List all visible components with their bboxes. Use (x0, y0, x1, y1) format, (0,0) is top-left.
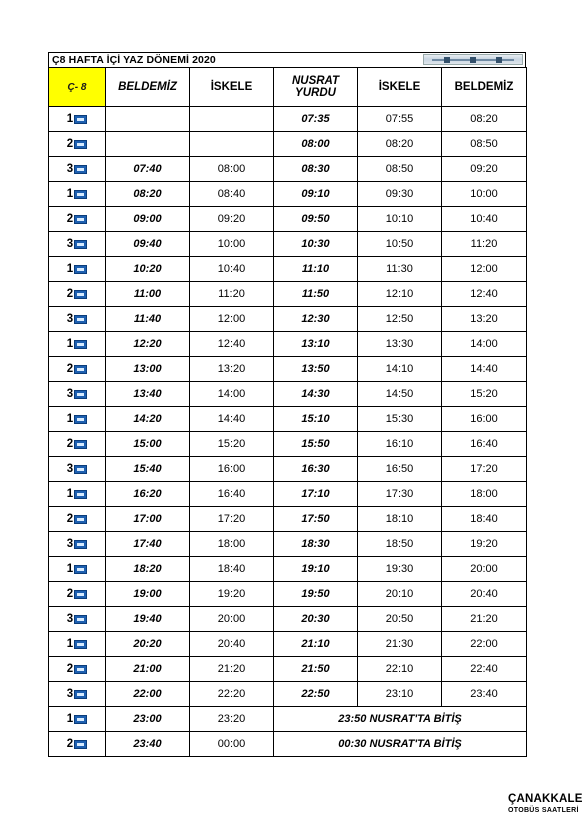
time-beldemiz-departure: 07:40 (106, 157, 190, 182)
bus-number-cell (49, 332, 106, 357)
time-nusrat-yurdu: 08:30 (274, 157, 358, 182)
table-row (49, 432, 527, 457)
time-iskele-2: 07:55 (358, 107, 442, 132)
bus-number-cell (49, 507, 106, 532)
time-nusrat-yurdu: 09:50 (274, 207, 358, 232)
table-row (49, 107, 527, 132)
header-bus-number: Ç- 8 (49, 68, 106, 107)
time-iskele-2: 14:10 (358, 357, 442, 382)
time-iskele-2: 21:30 (358, 632, 442, 657)
bus-number: 1 (66, 488, 74, 500)
time-iskele-1: 20:40 (190, 632, 274, 657)
bus-icon (74, 240, 87, 249)
time-nusrat-yurdu: 20:30 (274, 607, 358, 632)
bus-number: 2 (66, 213, 74, 225)
time-beldemiz-departure: 19:00 (106, 582, 190, 607)
time-beldemiz-arrival: 17:20 (442, 457, 527, 482)
bus-icon (74, 715, 87, 724)
time-beldemiz-departure: 18:20 (106, 557, 190, 582)
time-iskele-2: 14:50 (358, 382, 442, 407)
time-iskele-1: 10:40 (190, 257, 274, 282)
bus-number-cell (49, 632, 106, 657)
bus-number-cell (49, 307, 106, 332)
bus-number-cell (49, 657, 106, 682)
bus-number: 3 (66, 463, 74, 475)
bus-number: 3 (66, 538, 74, 550)
table-row (49, 682, 527, 707)
bus-number: 3 (66, 163, 74, 175)
time-iskele-1: 10:00 (190, 232, 274, 257)
time-beldemiz-departure: 17:00 (106, 507, 190, 532)
time-iskele-2: 18:50 (358, 532, 442, 557)
bus-icon (74, 440, 87, 449)
bus-number-cell (49, 557, 106, 582)
time-iskele-2: 10:10 (358, 207, 442, 232)
bus-number: 1 (66, 713, 74, 725)
time-beldemiz-arrival: 22:40 (442, 657, 527, 682)
time-iskele-1: 19:20 (190, 582, 274, 607)
bus-number: 1 (66, 638, 74, 650)
bus-number: 2 (66, 663, 74, 675)
time-beldemiz-departure: 08:20 (106, 182, 190, 207)
time-iskele-1: 12:00 (190, 307, 274, 332)
time-iskele-1: 11:20 (190, 282, 274, 307)
time-iskele-1: 22:20 (190, 682, 274, 707)
header-row (49, 68, 527, 107)
bus-icon (74, 515, 87, 524)
bus-icon (74, 565, 87, 574)
time-nusrat-yurdu: 15:50 (274, 432, 358, 457)
time-iskele-1: 08:00 (190, 157, 274, 182)
bus-number-cell (49, 132, 106, 157)
bus-icon (74, 615, 87, 624)
time-nusrat-yurdu: 07:35 (274, 107, 358, 132)
time-iskele-2: 23:10 (358, 682, 442, 707)
time-beldemiz-arrival: 08:50 (442, 132, 527, 157)
time-nusrat-yurdu: 18:30 (274, 532, 358, 557)
time-nusrat-yurdu: 09:10 (274, 182, 358, 207)
header-beldemiz-departure: BELDEMİZ (106, 68, 190, 107)
time-beldemiz-arrival: 20:00 (442, 557, 527, 582)
bus-number: 1 (66, 338, 74, 350)
time-iskele-2: 12:50 (358, 307, 442, 332)
bus-number: 2 (66, 138, 74, 150)
bus-icon (74, 215, 87, 224)
time-beldemiz-departure: 19:40 (106, 607, 190, 632)
time-nusrat-yurdu: 10:30 (274, 232, 358, 257)
time-nusrat-yurdu: 12:30 (274, 307, 358, 332)
time-iskele-1: 13:20 (190, 357, 274, 382)
time-iskele-1: 18:00 (190, 532, 274, 557)
time-beldemiz-arrival: 23:40 (442, 682, 527, 707)
bus-number-cell (49, 432, 106, 457)
table-row (49, 232, 527, 257)
bus-number-cell (49, 182, 106, 207)
header-iskele-1: İSKELE (190, 68, 274, 107)
time-beldemiz-arrival: 15:20 (442, 382, 527, 407)
time-beldemiz-arrival: 18:40 (442, 507, 527, 532)
time-beldemiz-departure: 09:40 (106, 232, 190, 257)
bus-number: 1 (66, 113, 74, 125)
table-row (49, 557, 527, 582)
time-iskele-1: 00:00 (190, 732, 274, 757)
time-beldemiz-arrival: 08:20 (442, 107, 527, 132)
bus-number: 3 (66, 313, 74, 325)
time-beldemiz-departure: 15:00 (106, 432, 190, 457)
table-row (49, 132, 527, 157)
table-row (49, 732, 527, 757)
table-row (49, 607, 527, 632)
time-beldemiz-arrival: 13:20 (442, 307, 527, 332)
bus-photo-icon (423, 54, 523, 65)
time-iskele-1: 14:40 (190, 407, 274, 432)
time-iskele-1 (190, 107, 274, 132)
time-iskele-1: 16:00 (190, 457, 274, 482)
time-iskele-1: 20:00 (190, 607, 274, 632)
bus-icon (74, 590, 87, 599)
bus-number: 1 (66, 188, 74, 200)
time-nusrat-yurdu: 21:10 (274, 632, 358, 657)
time-beldemiz-arrival: 10:00 (442, 182, 527, 207)
time-beldemiz-departure: 17:40 (106, 532, 190, 557)
time-iskele-2: 15:30 (358, 407, 442, 432)
bus-number-cell (49, 732, 106, 757)
time-iskele-1: 21:20 (190, 657, 274, 682)
time-iskele-2: 08:20 (358, 132, 442, 157)
bus-number-cell (49, 682, 106, 707)
table-row (49, 207, 527, 232)
bus-number: 3 (66, 688, 74, 700)
bus-number: 3 (66, 238, 74, 250)
bus-number-cell (49, 607, 106, 632)
bus-icon (74, 140, 87, 149)
time-iskele-2: 08:50 (358, 157, 442, 182)
title-bar (48, 52, 526, 67)
time-beldemiz-arrival: 11:20 (442, 232, 527, 257)
time-beldemiz-arrival: 10:40 (442, 207, 527, 232)
time-beldemiz-departure: 13:00 (106, 357, 190, 382)
time-iskele-1: 08:40 (190, 182, 274, 207)
bus-number: 2 (66, 588, 74, 600)
brand-line-2: OTOBÜS SAATLERİ (508, 807, 579, 814)
bus-number: 1 (66, 563, 74, 575)
time-beldemiz-arrival: 22:00 (442, 632, 527, 657)
time-nusrat-yurdu: 21:50 (274, 657, 358, 682)
bus-number: 3 (66, 388, 74, 400)
bus-icon (74, 190, 87, 199)
time-beldemiz-arrival: 12:40 (442, 282, 527, 307)
time-beldemiz-departure (106, 107, 190, 132)
timetable-sheet (48, 52, 526, 757)
time-beldemiz-departure: 09:00 (106, 207, 190, 232)
time-iskele-2: 19:30 (358, 557, 442, 582)
time-iskele-2: 22:10 (358, 657, 442, 682)
time-beldemiz-departure: 10:20 (106, 257, 190, 282)
bus-number-cell (49, 282, 106, 307)
time-beldemiz-arrival: 14:40 (442, 357, 527, 382)
time-beldemiz-arrival: 19:20 (442, 532, 527, 557)
bus-icon (74, 340, 87, 349)
time-iskele-1: 15:20 (190, 432, 274, 457)
time-beldemiz-departure: 12:20 (106, 332, 190, 357)
bus-number: 2 (66, 738, 74, 750)
bus-number-cell (49, 382, 106, 407)
time-beldemiz-departure: 23:00 (106, 707, 190, 732)
time-nusrat-yurdu: 13:50 (274, 357, 358, 382)
bus-number: 2 (66, 363, 74, 375)
table-row (49, 382, 527, 407)
time-beldemiz-arrival: 12:00 (442, 257, 527, 282)
timetable-title: Ç8 HAFTA İÇİ YAZ DÖNEMİ 2020 (52, 54, 216, 66)
bus-number-cell (49, 157, 106, 182)
time-iskele-1: 17:20 (190, 507, 274, 532)
bus-number: 1 (66, 413, 74, 425)
time-beldemiz-departure: 16:20 (106, 482, 190, 507)
time-beldemiz-departure: 23:40 (106, 732, 190, 757)
time-nusrat-yurdu: 15:10 (274, 407, 358, 432)
time-nusrat-yurdu: 22:50 (274, 682, 358, 707)
bus-icon (74, 315, 87, 324)
bus-number-cell (49, 482, 106, 507)
table-row (49, 632, 527, 657)
end-of-service-note: 23:50 NUSRAT'TA BİTİŞ (274, 707, 527, 732)
table-row (49, 307, 527, 332)
time-beldemiz-arrival: 18:00 (442, 482, 527, 507)
table-row (49, 532, 527, 557)
time-beldemiz-arrival: 14:00 (442, 332, 527, 357)
time-nusrat-yurdu: 11:10 (274, 257, 358, 282)
bus-icon (74, 165, 87, 174)
table-row (49, 407, 527, 432)
time-beldemiz-arrival: 21:20 (442, 607, 527, 632)
time-nusrat-yurdu: 16:30 (274, 457, 358, 482)
time-beldemiz-departure: 20:20 (106, 632, 190, 657)
table-row (49, 282, 527, 307)
time-nusrat-yurdu: 11:50 (274, 282, 358, 307)
time-nusrat-yurdu: 19:10 (274, 557, 358, 582)
table-row (49, 357, 527, 382)
time-iskele-2: 16:10 (358, 432, 442, 457)
bus-icon (74, 640, 87, 649)
table-row (49, 657, 527, 682)
bus-number-cell (49, 407, 106, 432)
time-iskele-2: 16:50 (358, 457, 442, 482)
bus-number: 2 (66, 513, 74, 525)
bus-icon (74, 665, 87, 674)
time-iskele-2: 18:10 (358, 507, 442, 532)
bus-number-cell (49, 357, 106, 382)
time-iskele-1 (190, 132, 274, 157)
table-row (49, 182, 527, 207)
time-beldemiz-departure (106, 132, 190, 157)
time-nusrat-yurdu: 19:50 (274, 582, 358, 607)
time-iskele-1: 23:20 (190, 707, 274, 732)
time-beldemiz-departure: 22:00 (106, 682, 190, 707)
table-row (49, 507, 527, 532)
bus-number: 3 (66, 613, 74, 625)
time-beldemiz-departure: 13:40 (106, 382, 190, 407)
bus-icon (74, 365, 87, 374)
time-nusrat-yurdu: 13:10 (274, 332, 358, 357)
time-beldemiz-departure: 15:40 (106, 457, 190, 482)
time-iskele-1: 16:40 (190, 482, 274, 507)
time-nusrat-yurdu: 17:50 (274, 507, 358, 532)
bus-number: 2 (66, 288, 74, 300)
time-iskele-2: 20:50 (358, 607, 442, 632)
time-beldemiz-arrival: 16:40 (442, 432, 527, 457)
bus-icon (74, 540, 87, 549)
bus-icon (74, 115, 87, 124)
time-iskele-2: 09:30 (358, 182, 442, 207)
bus-icon (74, 490, 87, 499)
timetable (48, 67, 527, 757)
bus-number-cell (49, 582, 106, 607)
time-iskele-1: 09:20 (190, 207, 274, 232)
bus-number: 1 (66, 263, 74, 275)
time-iskele-2: 20:10 (358, 582, 442, 607)
header-beldemiz-arrival: BELDEMİZ (442, 68, 527, 107)
bus-icon (74, 390, 87, 399)
time-beldemiz-arrival: 09:20 (442, 157, 527, 182)
brand-line-1: ÇANAKKALE (508, 793, 583, 805)
bus-number-cell (49, 457, 106, 482)
bus-number-cell (49, 207, 106, 232)
end-of-service-note: 00:30 NUSRAT'TA BİTİŞ (274, 732, 527, 757)
time-iskele-2: 13:30 (358, 332, 442, 357)
time-beldemiz-departure: 21:00 (106, 657, 190, 682)
table-row (49, 482, 527, 507)
time-iskele-1: 12:40 (190, 332, 274, 357)
time-iskele-2: 10:50 (358, 232, 442, 257)
bus-number-cell (49, 707, 106, 732)
time-iskele-1: 18:40 (190, 557, 274, 582)
bus-number-cell (49, 232, 106, 257)
time-iskele-2: 17:30 (358, 482, 442, 507)
time-nusrat-yurdu: 17:10 (274, 482, 358, 507)
bus-number-cell (49, 257, 106, 282)
table-row (49, 582, 527, 607)
bus-icon (74, 465, 87, 474)
table-row (49, 707, 527, 732)
header-nusrat-yurdu: NUSRAT YURDU (274, 68, 358, 107)
time-nusrat-yurdu: 14:30 (274, 382, 358, 407)
table-row (49, 457, 527, 482)
brand-logo (508, 793, 587, 815)
time-iskele-2: 11:30 (358, 257, 442, 282)
table-row (49, 157, 527, 182)
time-beldemiz-arrival: 20:40 (442, 582, 527, 607)
time-beldemiz-departure: 11:00 (106, 282, 190, 307)
header-iskele-2: İSKELE (358, 68, 442, 107)
bus-icon (74, 290, 87, 299)
table-row (49, 332, 527, 357)
bus-number-cell (49, 107, 106, 132)
bus-number: 2 (66, 438, 74, 450)
time-beldemiz-departure: 14:20 (106, 407, 190, 432)
bus-icon (74, 690, 87, 699)
bus-icon (74, 265, 87, 274)
bus-number-cell (49, 532, 106, 557)
table-row (49, 257, 527, 282)
time-iskele-1: 14:00 (190, 382, 274, 407)
bus-icon (74, 415, 87, 424)
time-iskele-2: 12:10 (358, 282, 442, 307)
time-beldemiz-arrival: 16:00 (442, 407, 527, 432)
time-beldemiz-departure: 11:40 (106, 307, 190, 332)
bus-icon (74, 740, 87, 749)
time-nusrat-yurdu: 08:00 (274, 132, 358, 157)
